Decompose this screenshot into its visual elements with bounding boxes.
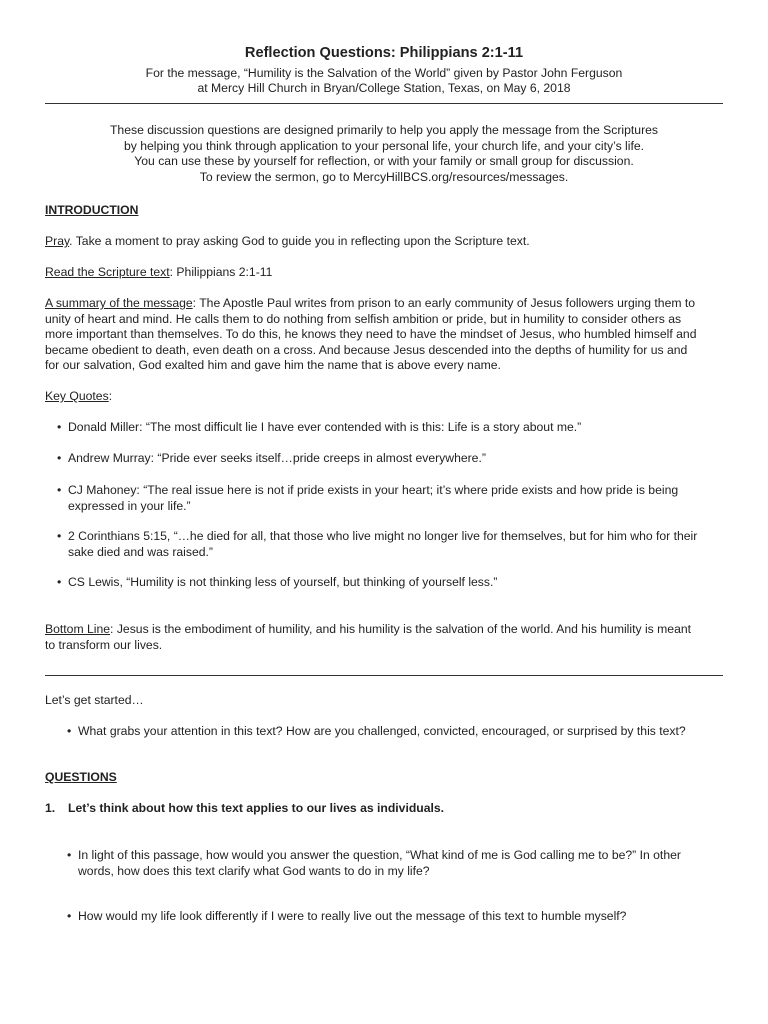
read-scripture-text: : Philippians 2:1-11 (169, 265, 273, 279)
quote-text: Donald Miller: “The most difficult lie I have ever contended with is this: Life is a story about me.” (68, 420, 582, 434)
bullet-icon: • (57, 420, 62, 434)
question-1-number: 1. (45, 801, 56, 815)
bullet-icon: • (57, 529, 62, 543)
bullet-icon: • (67, 909, 72, 923)
question-1-item-text: How would my life look differently if I were to really live out the message of this text to humble myself? (78, 909, 627, 923)
introduction-heading: INTRODUCTION (45, 203, 139, 217)
quote-text: expressed in your life.” (68, 498, 191, 513)
summary-line: more important than themselves. To do this, he knows they need to have the mindset of Jesus, who humbled himself and (45, 327, 697, 342)
bullet-icon: • (57, 451, 62, 465)
bottom-line-paragraph (45, 622, 725, 653)
quote-text: CJ Mahoney: “The real issue here is not if pride exists in your heart; it’s where pride exists and how pride is being (68, 483, 679, 497)
summary-line: unity of heart and mind. He calls them to do nothing from selfish ambition or pride, but in humility to consider others as (45, 311, 682, 326)
read-scripture-label: Read the Scripture text (45, 265, 170, 279)
bullet-icon: • (57, 483, 62, 497)
section-divider (45, 675, 723, 676)
question-1-item-text: words, how does this text clarify what God wants to do in my life? (78, 863, 430, 878)
quote-text: CS Lewis, “Humility is not thinking less of yourself, but thinking of yourself less.” (68, 575, 498, 589)
summary-line: for our salvation, God exalted him and gave him the name that is above every name. (45, 358, 501, 373)
intro-line: You can use these by yourself for reflection, or with your family or small group for discussion. (134, 154, 634, 169)
summary-label: A summary of the message (45, 296, 193, 310)
bottom-line-text: to transform our lives. (45, 637, 163, 652)
question-1-text: Let’s think about how this text applies to our lives as individuals. (68, 801, 445, 815)
intro-line: These discussion questions are designed primarily to help you apply the message from the Scriptures (109, 123, 659, 137)
bullet-icon: • (67, 848, 72, 862)
intro-paragraph (0, 123, 768, 185)
header-divider (45, 103, 723, 104)
summary-line: : The Apostle Paul writes from prison to an early community of Jesus followers urging them to (192, 296, 696, 310)
subtitle-line-2: at Mercy Hill Church in Bryan/College Station, Texas, on May 6, 2018 (197, 81, 571, 95)
intro-line: To review the sermon, go to MercyHillBCS.org/resources/messages. (199, 169, 569, 184)
bottom-line-label: Bottom Line (45, 622, 111, 636)
get-started-text: Let’s get started… (45, 693, 144, 707)
key-quotes-label: Key Quotes (45, 389, 109, 403)
intro-line: by helping you think through application to your personal life, your church life, and your city’s life. (123, 138, 645, 153)
quote-text: Andrew Murray: “Pride ever seeks itself…pride creeps in almost everywhere.” (68, 451, 486, 465)
bullet-icon: • (57, 575, 62, 589)
bullet-icon: • (67, 724, 72, 738)
key-quotes-line (45, 389, 725, 405)
quote-text: sake died and was raised.” (68, 544, 213, 559)
bottom-line-text: : Jesus is the embodiment of humility, and his humility is the salvation of the world. And his humility is meant (110, 622, 692, 636)
quote-text: 2 Corinthians 5:15, “…he died for all, that those who live might no longer live for themselves, but for him who for their (68, 529, 698, 543)
pray-label: Pray (45, 234, 70, 248)
question-1 (45, 801, 725, 817)
key-quotes-colon: : (108, 389, 113, 403)
read-scripture-line (45, 265, 725, 281)
subtitle-line-1: For the message, “Humility is the Salvation of the World” given by Pastor John Ferguson (145, 66, 623, 80)
questions-heading: QUESTIONS (45, 770, 117, 784)
summary-paragraph (45, 296, 725, 374)
pray-text: . Take a moment to pray asking God to guide you in reflecting upon the Scripture text. (69, 234, 530, 248)
page-title: Reflection Questions: Philippians 2:1-11 (244, 45, 524, 61)
get-started-question: What grabs your attention in this text? How are you challenged, convicted, encouraged, or surprised by this text? (78, 724, 686, 738)
question-1-item-text: In light of this passage, how would you answer the question, “What kind of me is God calling me to be?” In other (78, 848, 681, 862)
pray-line (45, 234, 725, 250)
summary-line: became obedient to death, even death on a cross. And because Jesus descended into the depths of humility for us and (45, 342, 688, 357)
